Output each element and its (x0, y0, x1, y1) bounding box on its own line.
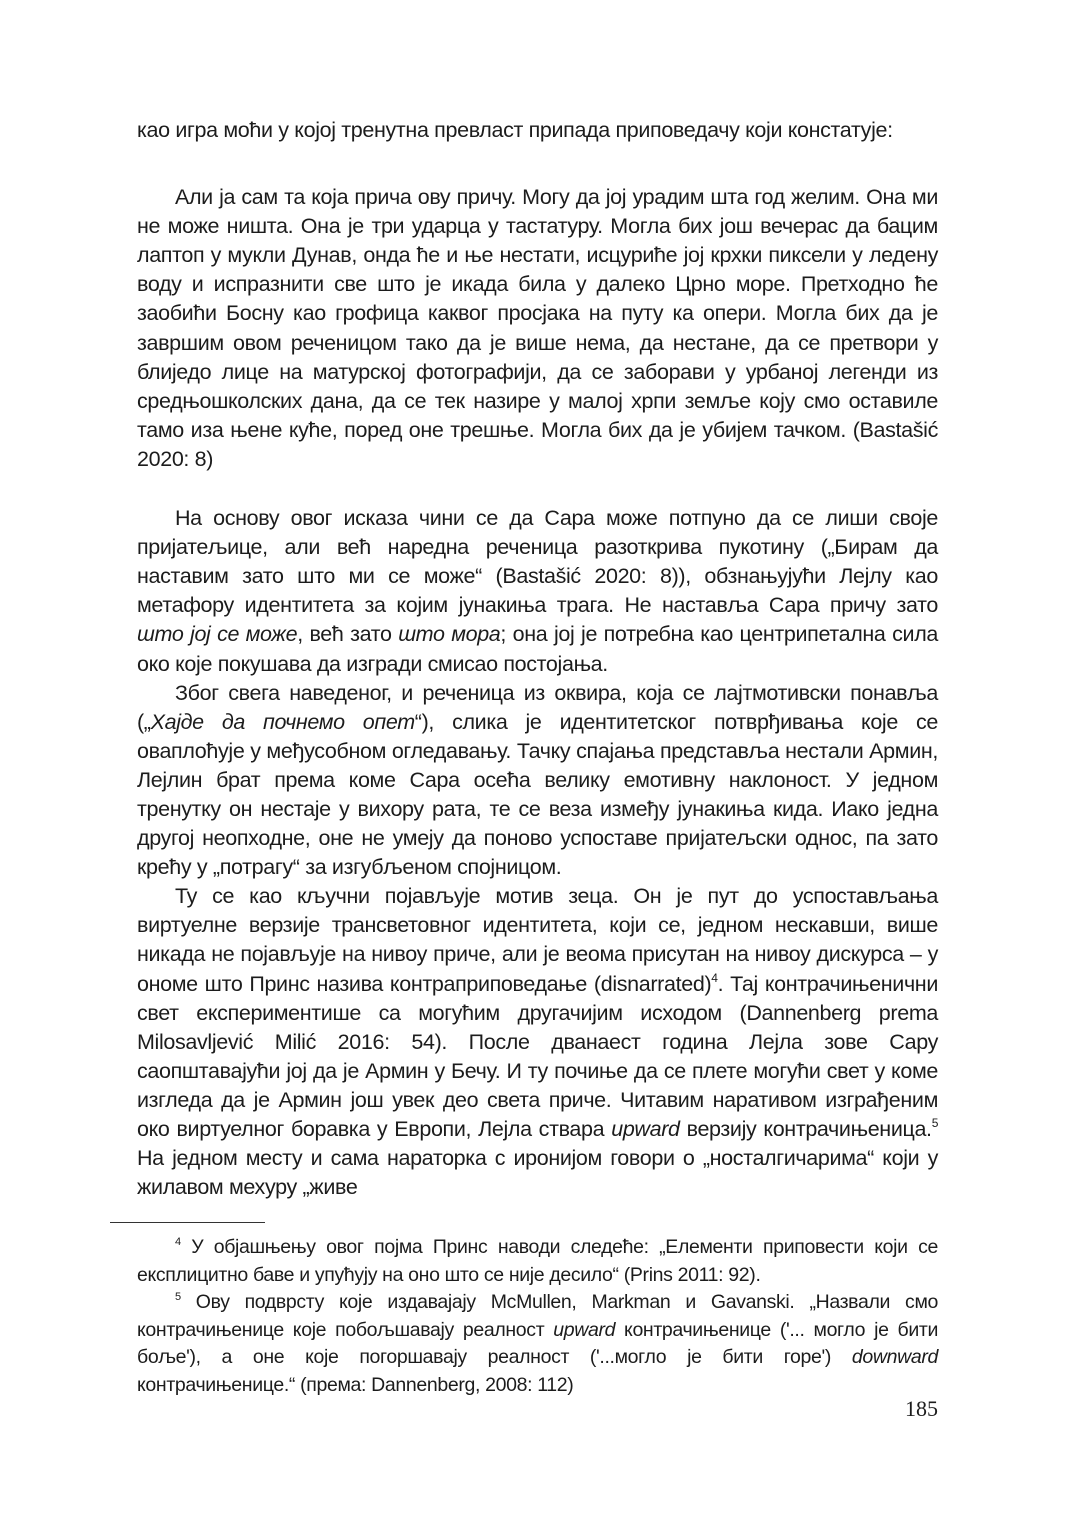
text-run: , већ зато (297, 622, 399, 647)
text-run: На основу овог исказа чини се да Сара може потпуно да се лиши своје пријатељице, али већ наредна реченица разоткрива пукотину („Бирам да наставим зато што ми се може“ (Bastašić 2020: 8)), обзнањујући Лејлу као метафору идентитета за којим јунакиња трага. Не наставља Сара причу зато (137, 506, 938, 618)
footnote-text: контрачињенице.“ (према: Dannenberg, 2008: 112) (137, 1373, 574, 1396)
text-run: На једном месту и сама нараторка с иронијом говори о „носталгичарима“ који у жилавом мехуру „живе (137, 1146, 938, 1200)
text-run: Због свега наведеног, и реченица из оквира, која се лајтмотивски понавља („ (137, 680, 938, 734)
main-text (137, 116, 938, 1202)
footnote-number: 5 (175, 1291, 181, 1303)
text-run: верзију контрачињеница. (679, 1117, 932, 1141)
footnote-4 (137, 1234, 938, 1289)
italic-phrase: што јој се може (137, 622, 298, 647)
book-page (137, 116, 939, 1396)
text-run: Ту се као кључни појављује мотив зеца. Он је пут до успостављања виртуелне верзије трансветовног идентитета, који се, једном нескавши, више никада не појављује на нивоу приче, али је веома присутан на нивоу дискурса – у ономе што Принс назива контраприповедање (disnarrated) (137, 884, 938, 996)
italic-phrase: што мора (398, 622, 501, 647)
footnote-text: контрачињенице ('... могло је бити боље'), а оне које погоршавају реалност ('...могло је бити горе') (137, 1318, 938, 1368)
block-quote: Али ја сам та која прича ову причу. Могу да јој урадим шта год желим. Она ми не може ништа. Она је три ударца у тастатуру. Могла бих још вечерас да бацим лаптоп у мукли Дунав, онда ће и ње нестати, исцуриће јој крхки пиксели у ледену воду и испразнити све што је икада била у далеко Црно море. Претходно ће заобићи Босну као грофица каквог просјака на путу ка опери. Могла бих да је завршим овом реченицом тако да је више нема, да нестане, да се претвори у блиједо лице на матурској фотографији, да се заборави у урбаној легенди из средњошколских дана, да се тек назире у малој хрпи земље коју смо оставиле тамо иза њене куће, поред оне трешње. Могла бих да је убијем тачком. (Bastašić 2020: 8) (137, 185, 938, 471)
italic-phrase: Хајде да почнемо опет (150, 709, 415, 734)
footnotes (137, 1234, 938, 1399)
italic-phrase: upward (611, 1117, 680, 1141)
text-run: . Тај контрачињенични свет експериментише са могућим другачијим исходом (Dannenberg prema Milosavljević Milić 2016: 54). После дванаест година Лејла зове Сару саопштавајући јој да је Армин у Бечу. И ту почиње да се плете могући свет у коме изгледа да је Армин још увек део света приче. Читавим наративом изграђеним око виртуелног боравка у Европи, Лејла ствара (137, 971, 938, 1141)
footnote-text: Ову подврсту које издавајају McMullen, Markman и Gavanski. „Назвали смо контрачињенице које побољшавају реалност (137, 1291, 938, 1341)
paragraph-analysis (137, 504, 938, 679)
italic-phrase: downward (851, 1346, 938, 1368)
footnote-5 (137, 1289, 938, 1399)
paragraph-intro: као игра моћи у којој тренутна превласт припада приповедачу који констатује: (137, 118, 893, 142)
footnote-text: У објашњењу овог појма Принс наводи следеће: „Елементи приповести који се експлицитно баве и упућују на оно што се није десило“ (Prins 2011: 92). (137, 1236, 938, 1286)
footnote-ref-4[interactable]: 4 (711, 970, 718, 985)
paragraph-rabbit-motif (137, 882, 938, 1202)
footnote-ref-5[interactable]: 5 (931, 1116, 939, 1130)
footnote-divider (110, 1222, 265, 1223)
paragraph-leitmotif (137, 679, 938, 883)
text-run: “), слика је идентитетског потврђивања које се оваплоћује у међусобном огледавању. Тачку спајања представља нестали Армин, Лејлин брат према коме Сара осећа велику емотивну наклоност. У једном тренутку он нестаје у вихору рата, те се веза између јунакиња кида. Иако једна другој неопходне, оне не умеју да поново успоставе пријатељски однос, па зато крећу у „потрагу“ за изгубљеном спојницом. (137, 709, 938, 880)
italic-phrase: upward (553, 1318, 616, 1341)
text-run: ; она јој је потребна као центрипетална сила око које покушава да изгради смисао постојања. (137, 622, 938, 676)
page-number: 185 (905, 1396, 938, 1421)
footnote-number: 4 (175, 1236, 181, 1248)
